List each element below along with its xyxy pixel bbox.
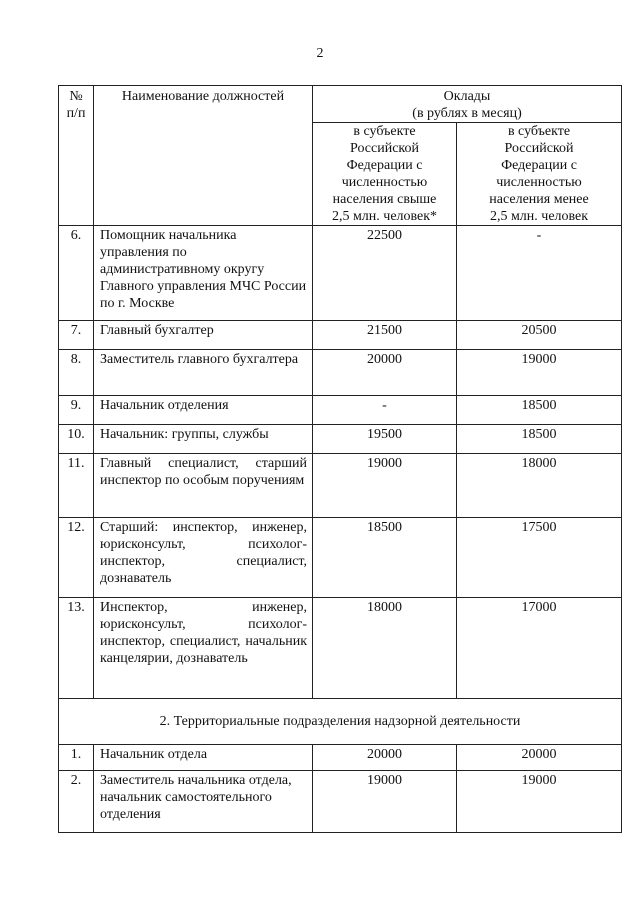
subheader-line: Российской xyxy=(350,141,419,156)
row-number: 7. xyxy=(59,321,94,350)
position-name: Главный бухгалтер xyxy=(94,321,313,350)
table-row xyxy=(59,745,622,771)
salary-large-region: 19000 xyxy=(313,454,457,518)
column-header-number xyxy=(59,86,94,226)
row-number: 11. xyxy=(59,454,94,518)
row-number: 9. xyxy=(59,396,94,425)
salary-large-region: 21500 xyxy=(313,321,457,350)
position-name: Главный специалист, старший инспектор по особым поручениям xyxy=(94,454,313,518)
salaries-title: Оклады xyxy=(443,89,491,104)
table-row xyxy=(59,226,622,321)
column-header-small-region xyxy=(457,123,622,226)
salary-small-region: 18500 xyxy=(457,396,622,425)
row-number: 1. xyxy=(59,745,94,771)
salaries-unit: (в рублях в месяц) xyxy=(412,106,522,121)
position-name: Заместитель начальника отдела, начальник самостоятельного отделения xyxy=(94,771,313,833)
page-number: 2 xyxy=(316,46,324,61)
column-header-salaries xyxy=(313,86,622,123)
position-name: Заместитель главного бухгалтера xyxy=(94,350,313,396)
table-row xyxy=(59,321,622,350)
salary-large-region: 18500 xyxy=(313,518,457,598)
salary-small-region: 19000 xyxy=(457,350,622,396)
section-title: 2. Территориальные подразделения надзорной деятельности xyxy=(59,699,622,745)
salary-large-region: 22500 xyxy=(313,226,457,321)
salary-large-region: 18000 xyxy=(313,598,457,699)
column-header-large-region xyxy=(313,123,457,226)
table-row xyxy=(59,425,622,454)
position-name: Начальник отделения xyxy=(94,396,313,425)
salary-large-region: - xyxy=(313,396,457,425)
number-abbrev: п/п xyxy=(66,106,86,121)
salary-large-region: 19500 xyxy=(313,425,457,454)
subheader-line: в субъекте xyxy=(507,124,571,139)
table-row xyxy=(59,454,622,518)
row-number: 10. xyxy=(59,425,94,454)
position-name: Старший: инспектор, инженер, юрисконсульт, психолог-инспектор, специалист, дознаватель xyxy=(94,518,313,598)
subheader-line: Федерации с xyxy=(501,158,577,173)
salary-small-region: 18000 xyxy=(457,454,622,518)
subheader-line: населения свыше xyxy=(332,192,437,207)
row-number: 12. xyxy=(59,518,94,598)
table-row xyxy=(59,771,622,833)
table-header-row xyxy=(59,86,622,123)
subheader-line: населения менее xyxy=(489,192,589,207)
section-heading-row xyxy=(59,699,622,745)
subheader-line: численностью xyxy=(496,175,582,190)
table-row xyxy=(59,598,622,699)
number-sign: № xyxy=(69,89,83,104)
position-name: Начальник отдела xyxy=(94,745,313,771)
salary-small-region: 19000 xyxy=(457,771,622,833)
row-number: 6. xyxy=(59,226,94,321)
salary-large-region: 20000 xyxy=(313,350,457,396)
subheader-line: Российской xyxy=(504,141,574,156)
salary-table xyxy=(58,85,622,833)
subheader-line: 2,5 млн. человек* xyxy=(331,209,438,224)
salary-small-region: 17000 xyxy=(457,598,622,699)
subheader-line: в субъекте xyxy=(353,124,416,139)
subheader-line: 2,5 млн. человек xyxy=(489,209,589,224)
position-name: Начальник: группы, службы xyxy=(94,425,313,454)
row-number: 2. xyxy=(59,771,94,833)
row-number: 13. xyxy=(59,598,94,699)
salary-small-region: 20000 xyxy=(457,745,622,771)
table-row xyxy=(59,518,622,598)
position-name: Инспектор, инженер, юрисконсульт, психолог-инспектор, специалист, начальник канцелярии, дознаватель xyxy=(94,598,313,699)
position-name: Помощник начальника управления по административному округу Главного управления МЧС России по г. Москве xyxy=(94,226,313,321)
subheader-line: Федерации с xyxy=(346,158,423,173)
salary-small-region: 17500 xyxy=(457,518,622,598)
salary-small-region: - xyxy=(457,226,622,321)
salary-small-region: 20500 xyxy=(457,321,622,350)
salary-large-region: 19000 xyxy=(313,771,457,833)
salary-small-region: 18500 xyxy=(457,425,622,454)
table-row xyxy=(59,396,622,425)
column-header-position: Наименование должностей xyxy=(94,86,313,226)
subheader-line: численностью xyxy=(341,175,428,190)
row-number: 8. xyxy=(59,350,94,396)
salary-large-region: 20000 xyxy=(313,745,457,771)
table-row xyxy=(59,350,622,396)
